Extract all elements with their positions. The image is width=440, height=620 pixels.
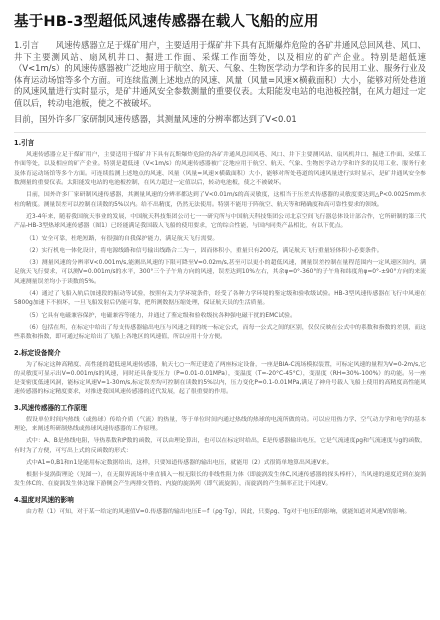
section-heading: 3.风速传感器的工作原理 — [14, 403, 88, 412]
body-paragraph: 目前，国外许多厂家研制风速传感器，其测量风速的分辨率都达到了V<0.01m/s的高灵敏度，这相当于压差式传感器的灵敏度要达到△P<0.0025mm水柱的精度。测量误差可以控制在读数的5%以内。给不出精度，仍然无法使用。特别不能用于阵航空、航天等和精确度和高可靠性要求的领域。 — [14, 192, 426, 208]
body-paragraph: 式中A1=0,B1和n1是能用标定数据给出，这样，只要知道传感器的输出电压，就能用（2）式很简单地算出风速V来。 — [26, 459, 333, 466]
body-paragraph: （2）实行机电一体化设计，将电源线路和信号输出线路合二为一，固而体积小，重量只有200克，满足航天飞行重量轻体积小必要条件。 — [26, 247, 383, 254]
document-body — [14, 139, 426, 517]
body-paragraph: 风速传感器立足于煤矿用户，主要适用于煤矿井下具有瓦斯爆炸危险的各矿井通风总回风巷、风口、井下主要测风站、扇风机井口、掘进工作面、采煤工作面等处，以及相应的矿产企业。特别是超低速（V<1m/s）的风速传感器被广泛地应用于航空、航天、气象、生物医学动力学和许多的民用工业、服务行业及体育运动场馆等多个方面。可连续监测上述地点的风速、风量（风量=风速×横截面积）大小，能够对所处巷道的风速风量进行实时显示，是矿井通风安全参数测量的重要仪表。太阳能发电站的电池板控制，在风力超过一定值以后，转动电池板，使之不被破坏。 — [14, 152, 426, 187]
body-paragraph: 式中：A、B是热线电阻，导热系数和P数的函数，可以由理论算出，也可以在标定时给出，E是传感器输出电压，它是气流速度ρg和气流速度与g的函数，有时为了方便，可写出上式的反函数的形式： — [14, 438, 426, 454]
body-paragraph: （6）包括在所，在标定中给出了每支传感器输出电压与风速之间的统一标定公式，而每一公式之间的区别，仅仅反映在公式中的系数和指数的差别，而这些系数和指数，即可通过标定给出了飞船上各地区的风速值，所以应用十分方便。 — [14, 324, 426, 341]
lead-summary — [14, 40, 426, 125]
lead-paragraph: 目前，国外许多厂家研制风速传感器，其测量风速的分辨率都达到了V<0.01 — [14, 113, 297, 124]
body-paragraph: （4）通过了飞船入轨后加速段的振动等试验，按照有关力学环境条件，经受了各种力学环境的鉴定级和验收级试验。HB-3型风速传感器在飞行中风速在5800g加速下不损坏，一旦飞船发射后仍能可靠，把所测数据压缩处理，保证航天员的生活质量。 — [14, 291, 426, 307]
section-heading: 1.引言 — [14, 139, 35, 148]
body-paragraph: 为了标定这种高精度、高性能的超低速风速传感器，航天七○一所迁建造了两座标定设备，一座是BIA-C流场模拟装置，可标定风速的量程为V=0-2m/s,它的灵敏度可显示出V=0.001m/s的风速，同时还具备变压力（P=0.01-0.01MPa），变温度（T=-20°C-45°C），变湿度（RH=30%-100%）的功能。另一座是变密度低速风洞，能标定风速V=1-30m/s,标定误差均可控制在读数的5%以内，压力变化P=0.1-0.01MPa,满足了神舟号载人飞船上使用的高精度高性能风速传感器的标定精度要求，对推进我国风速传感器的近代发展，起了很重要的作用。 — [14, 361, 426, 396]
document-title: 基于HB-3型超低风速传感器在载人飞船的应用 — [14, 14, 319, 30]
body-paragraph: 根据卡曼涡街理论（见图一），在无限界流场中垂直插入一根无限长的非线性阻力体（即旋涡发生体C,风速传感器的探头棒杆），当风速的速度近到在旋涡发生体C的、在旋涡发生体边缘下游侧会产生两排交替的、内旋的旋涡列（即气流旋涡），而旋涡的产生频率正比于风速V。 — [14, 472, 426, 488]
lead-paragraph: 1.引言 风速传感器立足于煤矿用户，主要适用于煤矿井下具有瓦斯爆炸危险的各矿井通风总回风巷、风口、井下主要测风站、扇风机井口、掘进工作面、采煤工作面等处，以及相应的矿产企业。特别是超低速（V<1m/s）的风速传感器被广泛地应用于航空、航天、气象、生物医学动力学和许多的民用工业、服务行业及体育运动场馆等多个方面。可连续监测上述地点的风速、风量（风量=风速×横截面积）大小，能够对所处巷道的风速风量进行实时显示，是矿井通风安全参数测量的重要仪表。太阳能发电站的电池板控制，在风力超过一定值以后，转动电池板，使之不被破坏。 — [14, 40, 426, 108]
body-paragraph: （5）它具有电磁兼容保护，电磁兼容等能力，并通过了鉴定级和验收级抗各种强电磁干扰的EMC试验。 — [26, 312, 296, 319]
body-paragraph: 近3-4年来，随着我国航天事业的发展，中国航天科技集团公司七一一研究所与中国航天科技集团公司北京空间飞行器总体设计部合作，它所研制的第三代产品-HB-3型热球风速传感器（图1）已经能满足我国载人飞船的使用要求，它的综合性能，与国内同类产品相比，有以下优点。 — [14, 213, 426, 230]
divider — [14, 132, 426, 133]
body-paragraph: 由方程（1）可知，对于某一给定的风速值V=0.传感器的输出电压E＝f（ρg·Tg），因此，只要ρg、Tg对于电压E的影响，就能知道对风速V的影响。 — [26, 508, 411, 515]
section-heading: 4.温度对风速的影响 — [14, 495, 74, 504]
body-paragraph: 假设单位时间内热线（或热球）传给介质（气流）的热量，等于单位时间内通过热线的热球的电流所做的功。可以应用热力学、空气动力学和电学的基本理论，来阐述所研制热线或热球风速传感器的工作原理。 — [14, 416, 426, 432]
body-paragraph: （1）安全可靠，杜绝短路，有很强的自我保护能力，满足航天飞行需要。 — [26, 235, 219, 242]
section-heading: 2.标定设备简介 — [14, 348, 61, 357]
body-paragraph: （3）测量风速的分辨率V<0.001m/s,能测出风速的下限可降至V=0.02m/s,甚至可以更小的超低风速，测量误差控制在量程范围内一定风速区间内，满足航天飞行要求，可以测V=0.001m/s的水平，300°三个子午角方向的风速，误差达到10%左右，其余φ=0°-360°的子午角和纬度角φ=0°-±90°方向的来流风速测量误差均小于读数的5%。 — [14, 260, 426, 285]
